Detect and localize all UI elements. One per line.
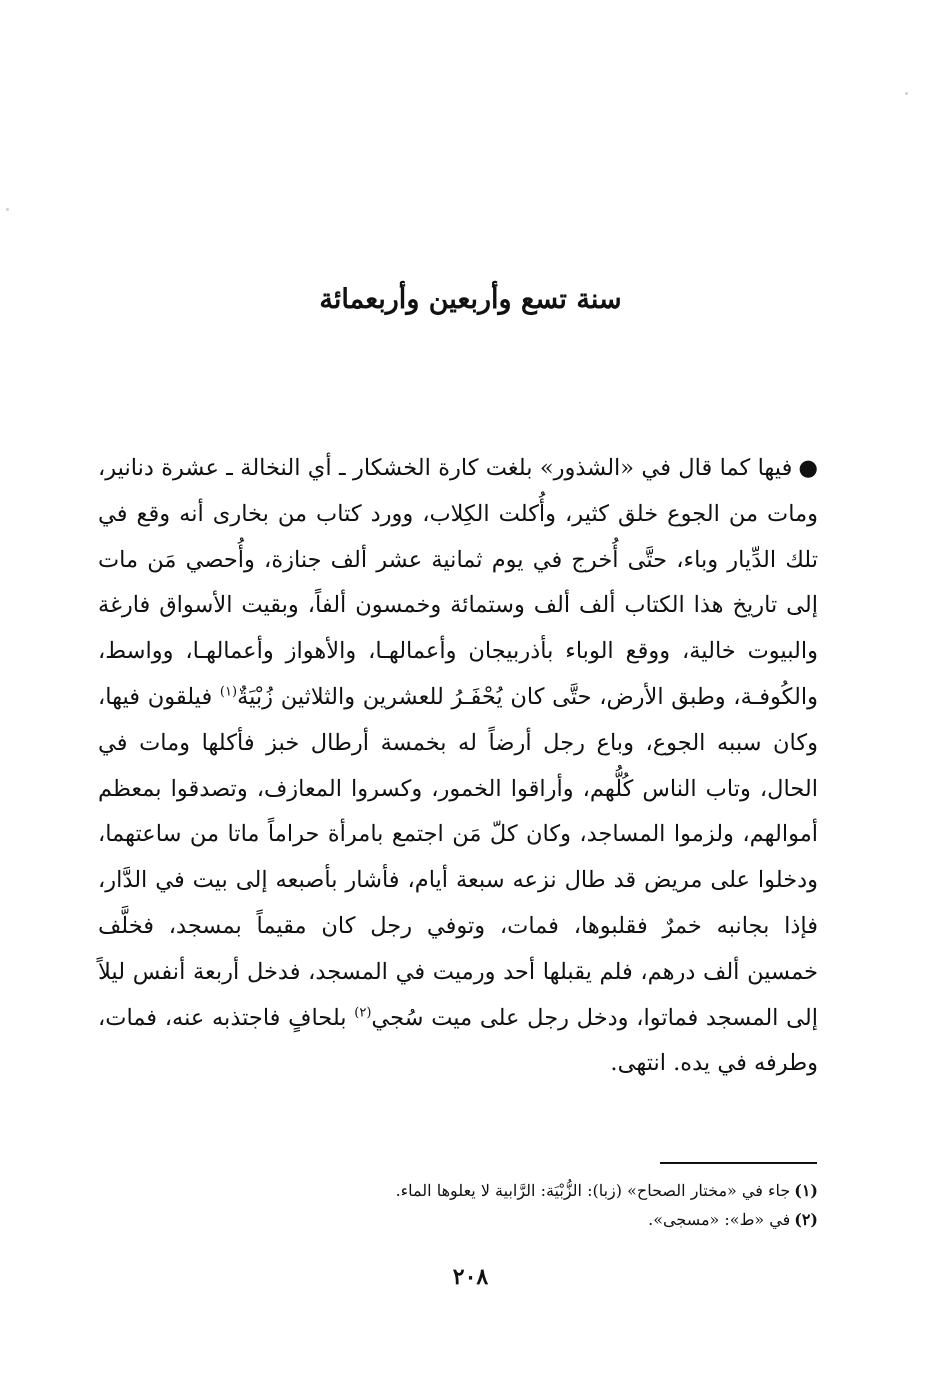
footnote-text: في «ط»: «مسجى». (648, 1210, 791, 1229)
footnote-divider (660, 1162, 817, 1164)
body-text-part-1: فيها كما قال في «الشذور» بلغت كارة الخشكار ـ أي النخالة ـ عشرة دنانير، ومات من الجوع خلق كثير، وأُكلت الكِلاب، وورد كتاب من بخارى أنه وقع في تلك الدِّيار وباء، حتَّى أُخرج في يوم ثمانية عشر ألف جنازة، وأُحصي مَن مات إلى تاريخ هذا الكتاب ألف ألف وستمائة وخمسون ألفاً، وبقيت الأسواق فارغة والبيوت خالية، ووقع الوباء بأذربيجان وأعمالهـا، والأهواز وأعمالهـا، وواسط، والكُوفـة، وطبق الأرض، حتَّى كان يُحْفَـرُ للعشرين والثلاثين زُبْيَةٌ (98, 455, 818, 710)
footnote-text: جاء في «مختار الصحاح» (زبا): الزُّبْيَة: الرَّابية لا يعلوها الماء. (395, 1181, 791, 1200)
page-number: ٢٠٨ (452, 1264, 489, 1290)
footnotes (200, 1176, 818, 1234)
footnote-ref-1: (١) (219, 684, 238, 700)
footnote-number: (٢) (794, 1210, 818, 1229)
chapter-title: سنة تسع وأربعين وأربعمائة (319, 284, 622, 315)
footnote-number: (١) (794, 1181, 818, 1200)
footnote-ref-2: (٢) (354, 1005, 372, 1021)
body-paragraph (98, 446, 818, 1087)
body-text-part-2: فيلقون فيها، وكان سببه الجوع، وباع رجل أرضاً له بخمسة أرطال خبز فأكلها ومات في الحال، وتاب الناس كُلُّهم، وأراقوا الخمور، وكسروا المعازف، وتصدقوا بمعظم أموالهم، ولزموا المساجد، وكان كلّ مَن اجتمع بامرأة حراماً ماتا من ساعتهما، ودخلوا على مريض قد طال نزعه سبعة أيام، فأشار بأصبعه إلى بيت في الدَّار، فإذا بجانبه خمرٌ فقلبوها، فمات، وتوفي رجل كان مقيماً بمسجد، فخلَّف خمسين ألف درهم، فلم يقبلها أحد ورميت في المسجد، فدخل أربعة أنفس ليلاً إلى المسجد فماتوا، ودخل رجل على ميت سُجي (98, 683, 818, 1031)
footnote-1 (200, 1176, 818, 1205)
scan-speck (905, 92, 908, 95)
scan-speck (6, 208, 9, 211)
body-text-part-3: بلحافٍ فاجتذبه عنه، فمات، وطرفه في يده. انتهى. (98, 1004, 818, 1077)
footnote-2 (200, 1205, 818, 1234)
bullet-icon: ● (798, 455, 818, 481)
